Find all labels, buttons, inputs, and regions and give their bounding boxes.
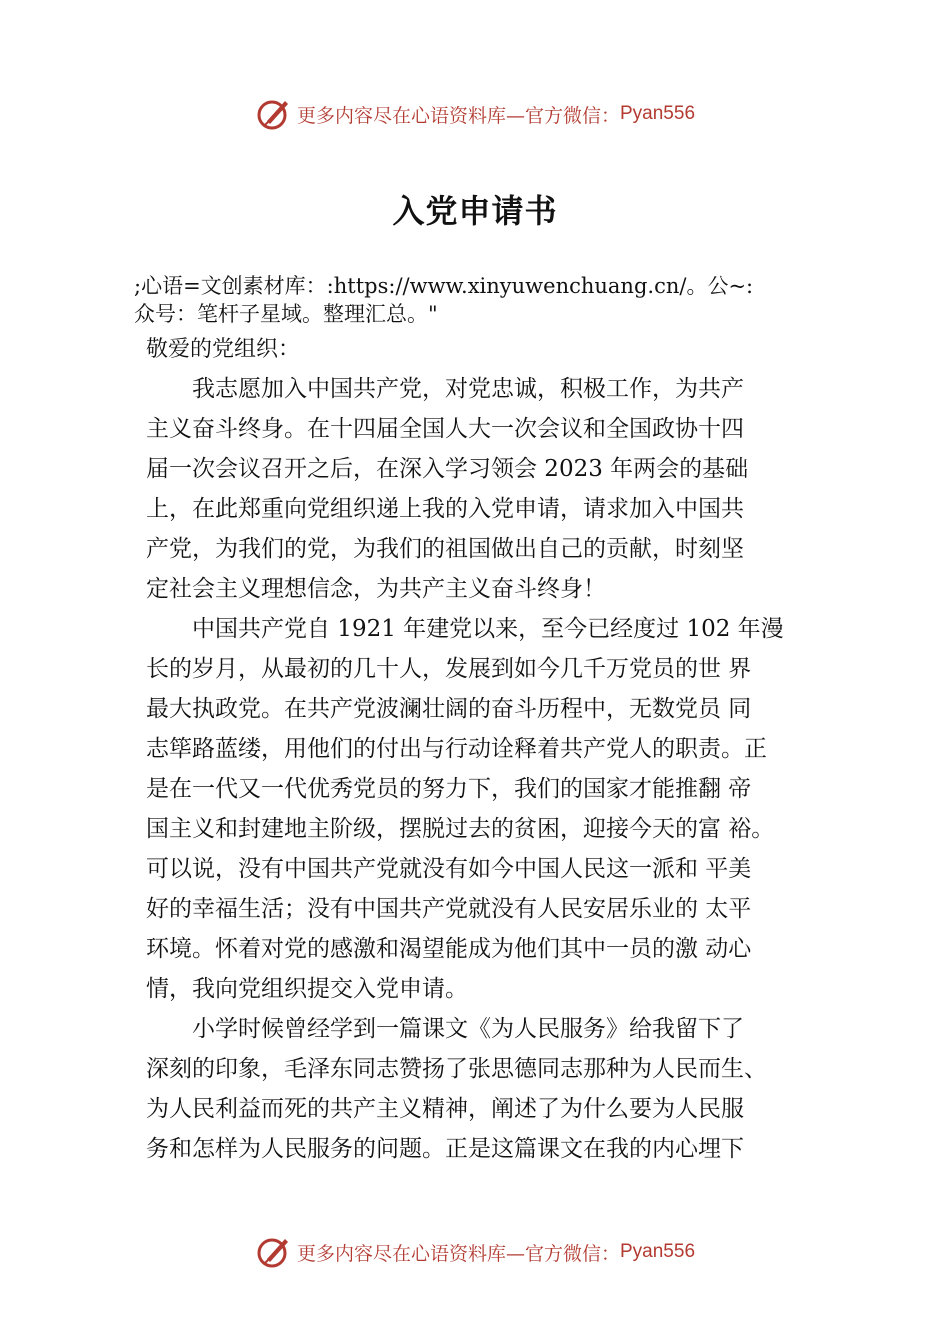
body-line: 深刻的印象，毛泽东同志赞扬了张思德同志那种为人民而生、: [146, 1056, 767, 1082]
greeting: 敬爱的党组织：: [146, 337, 301, 362]
body-line: 为人民利益而死的共产主义精神，阐述了为什么要为人民服: [146, 1096, 744, 1122]
body-line: 国主义和封建地主阶级，摆脱过去的贫困，迎接今天的富 裕。: [146, 816, 775, 842]
source-line-1: ;心语=文创素材库：:https://www.xinyuwenchuang.cn/。公~:: [134, 274, 754, 298]
body-line: 上，在此郑重向党组织递上我的入党申请，请求加入中国共: [146, 496, 744, 522]
header-banner: [0, 94, 950, 134]
body-line: 小学时候曾经学到一篇课文《为人民服务》给我留下了: [146, 1016, 744, 1042]
body-line: 中国共产党自 1921 年建党以来，至今已经度过 102 年漫: [146, 616, 784, 642]
body-line: 届一次会议召开之后，在深入学习领会 2023 年两会的基础: [146, 456, 749, 482]
body-line: 好的幸福生活；没有中国共产党就没有人民安居乐业的 太平: [146, 896, 752, 922]
body-line: 情，我向党组织提交入党申请。: [146, 976, 468, 1002]
body-line: 最大执政党。在共产党波澜壮阔的奋斗历程中，无数党员 同: [146, 696, 752, 722]
footer-banner: [0, 1232, 950, 1272]
body-line: 产党，为我们的党，为我们的祖国做出自己的贡献，时刻坚: [146, 536, 744, 562]
quill-logo-icon: [255, 95, 293, 133]
body-line: 可以说，没有中国共产党就没有如今中国人民这一派和 平美: [146, 856, 752, 882]
banner-wechat-id: Pyan556: [620, 103, 696, 124]
body-line: 环境。怀着对党的感激和渴望能成为他们其中一员的激 动心: [146, 936, 752, 962]
body-line: 志筚路蓝缕，用他们的付出与行动诠释着共产党人的职责。正: [146, 736, 767, 762]
source-line-2: 众号：笔杆子星域。整理汇总。": [134, 302, 438, 326]
body-line: 是在一代又一代优秀党员的努力下，我们的国家才能推翻 帝: [146, 776, 752, 802]
banner-text: 更多内容尽在心语资料库—官方微信：: [296, 1242, 620, 1265]
banner-wechat-id: Pyan556: [620, 1241, 696, 1262]
body-line: 主义奋斗终身。在十四届全国人大一次会议和全国政协十四: [146, 416, 744, 442]
body-line: 务和怎样为人民服务的问题。正是这篇课文在我的内心埋下: [146, 1136, 744, 1162]
body-line: 长的岁月，从最初的几十人，发展到如今几千万党员的世 界: [146, 656, 752, 682]
quill-logo-icon: [255, 1233, 293, 1271]
body-line: 定社会主义理想信念，为共产主义奋斗终身！: [146, 576, 606, 602]
body-line: 我志愿加入中国共产党，对党忠诚，积极工作，为共产: [146, 376, 744, 402]
banner-text: 更多内容尽在心语资料库—官方微信：: [296, 104, 620, 127]
page-title: 入党申请书: [392, 192, 558, 230]
